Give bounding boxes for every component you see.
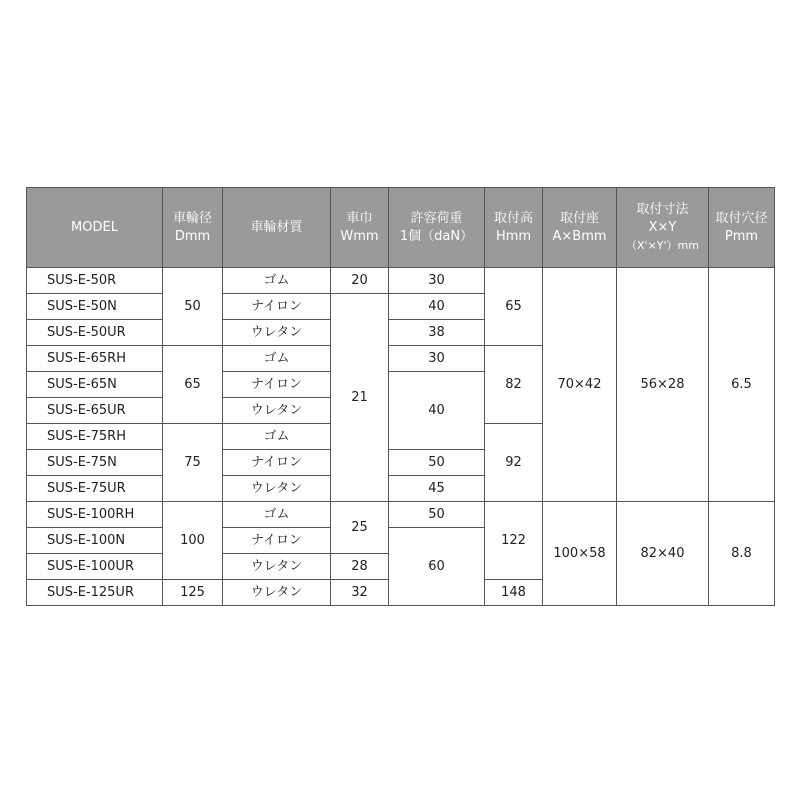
material-cell: ナイロン <box>223 528 331 554</box>
table-row <box>27 268 775 294</box>
model-cell: SUS-E-65N <box>27 372 163 398</box>
material-cell: ウレタン <box>223 398 331 424</box>
header-width: 車巾 Wmm <box>331 188 389 268</box>
load-cell: 60 <box>389 528 485 606</box>
load-cell: 40 <box>389 372 485 450</box>
material-cell: ゴム <box>223 268 331 294</box>
model-cell: SUS-E-100N <box>27 528 163 554</box>
header-material: 車輪材質 <box>223 188 331 268</box>
header-height: 取付高 Hmm <box>485 188 543 268</box>
model-cell: SUS-E-50R <box>27 268 163 294</box>
header-base: 取付座 A×Bmm <box>543 188 617 268</box>
dimensions-cell: 56×28 <box>617 268 709 502</box>
header-hole: 取付穴径 Pmm <box>709 188 775 268</box>
load-cell: 30 <box>389 346 485 372</box>
load-cell: 50 <box>389 450 485 476</box>
model-cell: SUS-E-65UR <box>27 398 163 424</box>
material-cell: ウレタン <box>223 554 331 580</box>
hole-cell: 8.8 <box>709 502 775 606</box>
load-cell: 40 <box>389 294 485 320</box>
width-cell: 32 <box>331 580 389 606</box>
height-cell: 65 <box>485 268 543 346</box>
header-load: 許容荷重 1個（daN） <box>389 188 485 268</box>
width-cell: 25 <box>331 502 389 554</box>
spec-table <box>26 187 775 606</box>
load-cell: 50 <box>389 502 485 528</box>
table-row <box>27 502 775 528</box>
header-model: MODEL <box>27 188 163 268</box>
material-cell: ウレタン <box>223 320 331 346</box>
material-cell: ゴム <box>223 346 331 372</box>
diameter-cell: 100 <box>163 502 223 580</box>
diameter-cell: 75 <box>163 424 223 502</box>
dimensions-cell: 82×40 <box>617 502 709 606</box>
width-cell: 20 <box>331 268 389 294</box>
load-cell: 38 <box>389 320 485 346</box>
width-cell: 21 <box>331 294 389 502</box>
header-row <box>27 188 775 268</box>
model-cell: SUS-E-65RH <box>27 346 163 372</box>
material-cell: ウレタン <box>223 580 331 606</box>
model-cell: SUS-E-100RH <box>27 502 163 528</box>
model-cell: SUS-E-75RH <box>27 424 163 450</box>
width-cell: 28 <box>331 554 389 580</box>
material-cell: ナイロン <box>223 294 331 320</box>
model-cell: SUS-E-100UR <box>27 554 163 580</box>
material-cell: ゴム <box>223 502 331 528</box>
diameter-cell: 65 <box>163 346 223 424</box>
height-cell: 92 <box>485 424 543 502</box>
material-cell: ウレタン <box>223 476 331 502</box>
model-cell: SUS-E-75UR <box>27 476 163 502</box>
model-cell: SUS-E-75N <box>27 450 163 476</box>
material-cell: ナイロン <box>223 450 331 476</box>
height-cell: 148 <box>485 580 543 606</box>
base-cell: 70×42 <box>543 268 617 502</box>
diameter-cell: 125 <box>163 580 223 606</box>
diameter-cell: 50 <box>163 268 223 346</box>
base-cell: 100×58 <box>543 502 617 606</box>
header-diameter: 車輪径 Dmm <box>163 188 223 268</box>
hole-cell: 6.5 <box>709 268 775 502</box>
load-cell: 30 <box>389 268 485 294</box>
model-cell: SUS-E-50N <box>27 294 163 320</box>
material-cell: ナイロン <box>223 372 331 398</box>
model-cell: SUS-E-125UR <box>27 580 163 606</box>
material-cell: ゴム <box>223 424 331 450</box>
height-cell: 122 <box>485 502 543 580</box>
height-cell: 82 <box>485 346 543 424</box>
header-dimensions: 取付寸法 X×Y （X'×Y'）mm <box>617 188 709 268</box>
model-cell: SUS-E-50UR <box>27 320 163 346</box>
load-cell: 45 <box>389 476 485 502</box>
